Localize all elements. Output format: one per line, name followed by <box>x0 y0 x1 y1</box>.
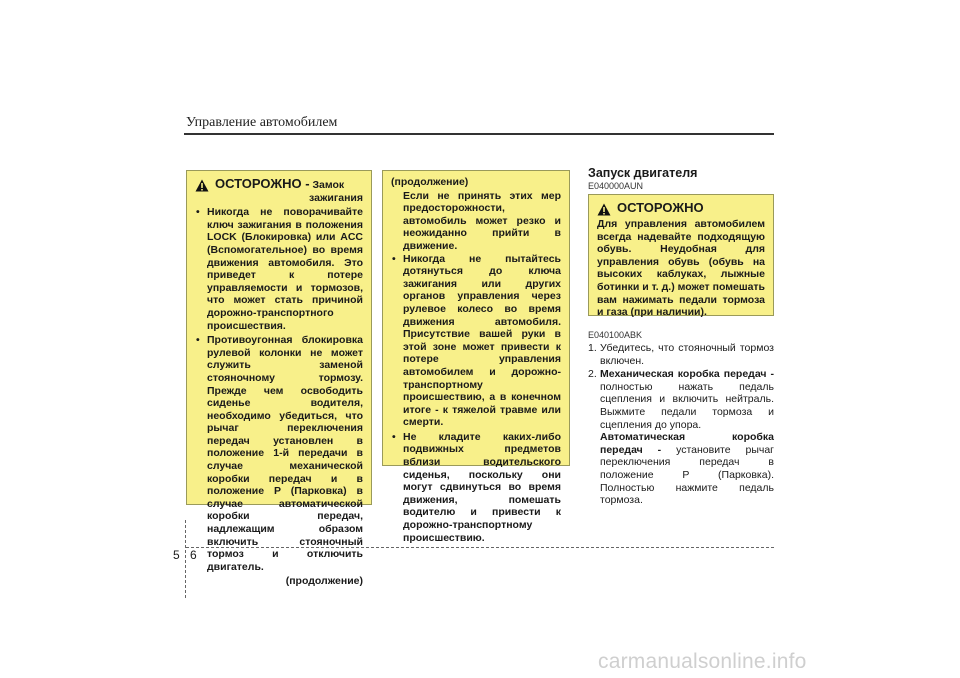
caution-panel-continued <box>382 170 570 544</box>
caution-list <box>195 206 363 573</box>
list-item: • Не кладите каких-либо подвижных предметов вблизи водительского сиденья, поскольку они могут сдвинуться во время движения, помешать водителю и привести к дорожно-транспортному происшествию. <box>391 431 561 544</box>
list-item: • Никогда не поворачивайте ключ зажигания в положения LOCK (Блокировка) или ACC (Вспомогательное) во время движения автомобиля. Это приведет к потере управляемости и тормозов, что может стать причиной дорожно-транспортного происшествия. <box>195 206 363 332</box>
start-steps <box>588 342 774 508</box>
continued-paragraph: Если не принять этих мер предосторожности, автомобиль может резко и неожиданно прийти в движение. <box>403 189 561 252</box>
step-number: 2. <box>588 368 597 381</box>
header-rule <box>184 133 774 135</box>
section-title: Запуск двигателя <box>588 166 698 180</box>
step-text: Убедитесь, что стояночный тормоз включен. <box>600 342 774 367</box>
section-code: E040100ABK <box>588 330 643 340</box>
watermark: carmanualsonline.info <box>598 650 807 673</box>
step-number: 1. <box>588 342 597 354</box>
warning-triangle-icon <box>597 203 611 216</box>
step-item <box>588 342 774 367</box>
caution-word: ОСТОРОЖНО <box>617 200 704 215</box>
step-bold-heading: Механическая коробка передач - <box>600 368 774 381</box>
caution-panel-footwear <box>588 194 774 319</box>
caution-panel-ignition <box>186 170 372 588</box>
list-item: • Никогда не пытайтесь дотянуться до ключа зажигания или других органов управления через рулевое колесо во время движения автомобиля. Присутствие вашей руки в этой зоне может привести к потере управления автомобилем и дорожно-транспортному происшествию, а в конечном итоге - к тяжелой травме или смерти. <box>391 253 561 429</box>
footer-vertical-rule <box>185 520 186 598</box>
caution-subject-1: Замок <box>312 179 345 191</box>
caution-header <box>195 178 363 204</box>
caution-text: Для управления автомобилем всегда надевайте подходящую обувь. Неудобная для управления обувь (обувь на высоких каблуках, лыжные ботинки и т. д.) может помешать вам нажимать педали тормоза и газа (при наличии). <box>597 218 766 319</box>
step-text: полностью нажать педаль сцепления и включить нейтраль. Выжмите педали тормоза и сцепления до упора. <box>600 380 774 431</box>
page-header-title: Управление автомобилем <box>186 115 338 130</box>
continued-label: (продолжение) <box>285 575 363 588</box>
continued-label: (продолжение) <box>391 176 469 188</box>
warning-triangle-icon <box>195 179 209 192</box>
caution-word: ОСТОРОЖНО - <box>215 176 310 191</box>
page-section-number: 5 <box>173 548 180 562</box>
footer-rule <box>186 547 774 548</box>
step-bold-heading: Автоматическая коробка передач - <box>600 431 774 456</box>
section-code: E040000AUN <box>588 181 644 191</box>
caution-list <box>391 253 561 545</box>
step-item <box>588 368 774 507</box>
caution-header <box>597 202 765 216</box>
step-text: установите рычаг переключения передач в положение P (Парковка). Полностью нажмите педаль тормоза. <box>600 443 774 507</box>
page-number: 6 <box>190 548 197 562</box>
caution-title <box>215 178 363 204</box>
list-item: • Противоугонная блокировка рулевой колонки не может служить заменой стояночному тормозу. Прежде чем освободить сиденье водителя, необходимо убедиться, что рычаг переключения передач установлен в положение 1-й передачи в случае механической коробки передач и в положение P (Парковка) в случае автоматической коробки передач, надлежащим образом включить стояночный тормоз и отключить двигатель. <box>195 334 363 573</box>
caution-subject-2: зажигания <box>309 191 363 204</box>
